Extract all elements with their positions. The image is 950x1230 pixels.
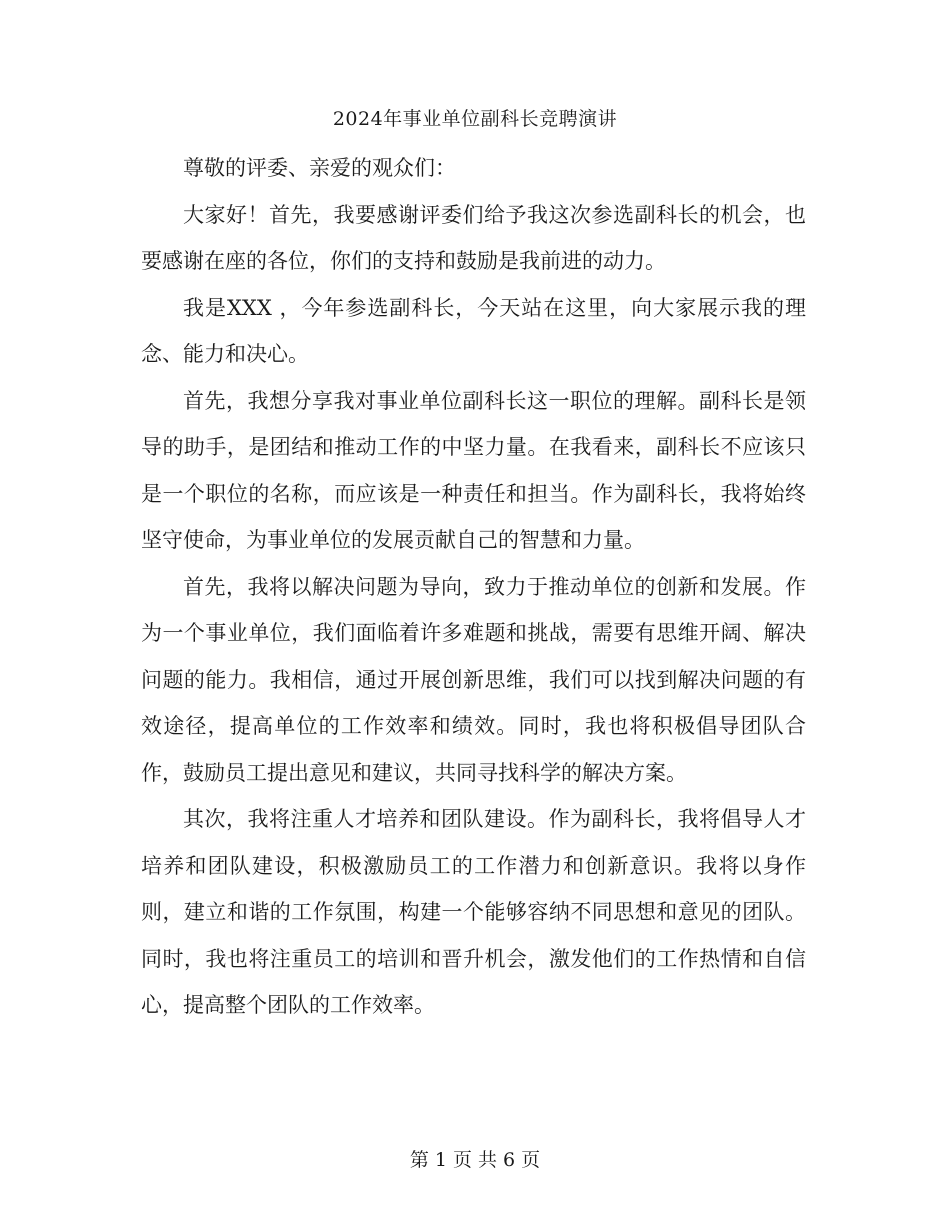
greeting-paragraph: 大家好！首先，我要感谢评委们给予我这次参选副科长的机会，也要感谢在座的各位，你们的支持和鼓励是我前进的动力。 [141, 202, 806, 273]
talent-development-paragraph: 其次，我将注重人才培养和团队建设。作为副科长，我将倡导人才培养和团队建设，积极激励员工的工作潜力和创新意识。我将以身作则，建立和谐的工作氛围，构建一个能够容纳不同思想和意见的团队。同时，我也将注重员工的培训和晋升机会，激发他们的工作热情和自信心，提高整个团队的工作效率。 [141, 807, 806, 1017]
problem-solving-paragraph: 首先，我将以解决问题为导向，致力于推动单位的创新和发展。作为一个事业单位，我们面临着许多难题和挑战，需要有思维开阔、解决问题的能力。我相信，通过开展创新思维，我们可以找到解决问题的有效途径，提高单位的工作效率和绩效。同时，我也将积极倡导团队合作，鼓励员工提出意见和建议，共同寻找科学的解决方案。 [141, 574, 806, 785]
page-footer [0, 1146, 950, 1174]
introduction-paragraph: 我是XXX ，今年参选副科长，今天站在这里，向大家展示我的理念、能力和决心。 [141, 295, 806, 366]
role-understanding-paragraph: 首先，我想分享我对事业单位副科长这一职位的理解。副科长是领导的助手，是团结和推动工作的中坚力量。在我看来，副科长不应该只是一个职位的名称，而应该是一种责任和担当。作为副科长，我将始终坚守使命，为事业单位的发展贡献自己的智慧和力量。 [141, 388, 806, 552]
page-number: 第 1 页 共 6 页 [409, 1149, 541, 1171]
document-title: 2024年事业单位副科长竞聘演讲 [332, 108, 618, 130]
salutation-paragraph: 尊敬的评委、亲爱的观众们： [183, 156, 456, 180]
document-body [141, 145, 806, 1029]
